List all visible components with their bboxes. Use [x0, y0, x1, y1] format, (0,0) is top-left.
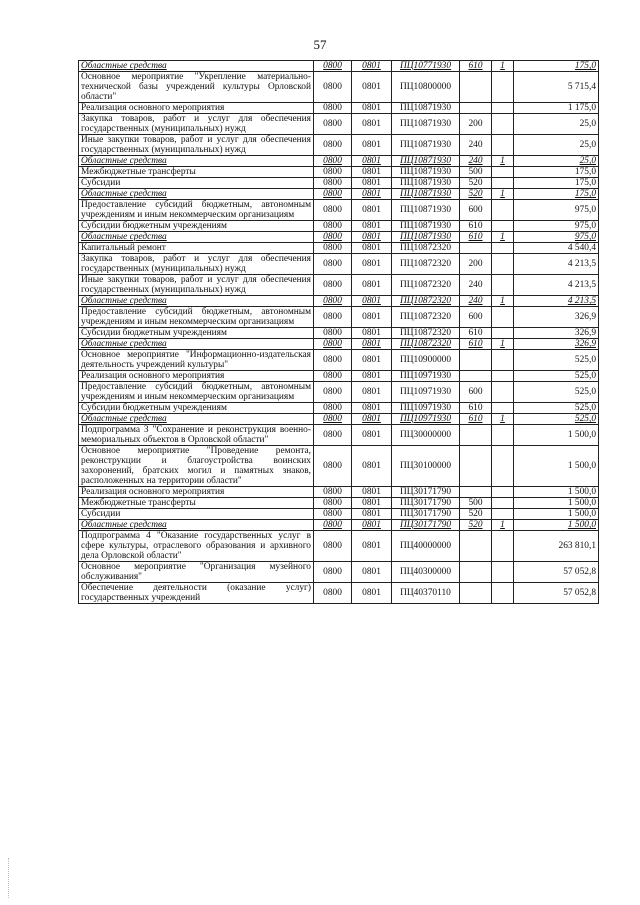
row-expense-type-cell: 610: [460, 339, 492, 350]
row-amount-cell: 525,0: [514, 414, 599, 425]
row-expense-type-cell: 500: [460, 498, 492, 509]
row-section-cell: 0800: [314, 509, 352, 520]
row-expense-type-cell: 610: [460, 403, 492, 414]
row-name-cell: Субсидии бюджетным учреждениям: [79, 328, 314, 339]
row-amount-cell: 175,0: [514, 61, 599, 72]
row-target-article-cell: ПЦ30000000: [392, 425, 460, 446]
row-subsection-cell: 0801: [352, 382, 392, 403]
row-section-cell: 0800: [314, 114, 352, 135]
row-expense-type-cell: 200: [460, 254, 492, 275]
row-subsection-cell: 0801: [352, 403, 392, 414]
row-target-article-cell: ПЦ10900000: [392, 350, 460, 371]
row-amount-cell: 1 500,0: [514, 509, 599, 520]
page-number: 57: [313, 37, 327, 52]
row-amount-cell: 1 500,0: [514, 520, 599, 531]
row-section-cell: 0800: [314, 254, 352, 275]
row-source-cell: [492, 167, 514, 178]
row-source-cell: [492, 350, 514, 371]
row-subsection-cell: 0801: [352, 114, 392, 135]
table-row: [79, 414, 599, 425]
row-section-cell: 0800: [314, 371, 352, 382]
row-source-cell: 1: [492, 414, 514, 425]
row-target-article-cell: ПЦ40370110: [392, 583, 460, 604]
row-name-cell: Субсидии: [79, 178, 314, 189]
row-source-cell: [492, 371, 514, 382]
table-row: [79, 156, 599, 167]
row-target-article-cell: ПЦ10971930: [392, 382, 460, 403]
row-amount-cell: 1 500,0: [514, 425, 599, 446]
row-amount-cell: 525,0: [514, 382, 599, 403]
table-row: [79, 178, 599, 189]
row-name-cell: Областные средства: [79, 414, 314, 425]
table-row: [79, 583, 599, 604]
row-section-cell: 0800: [314, 156, 352, 167]
row-target-article-cell: ПЦ10871930: [392, 103, 460, 114]
row-subsection-cell: 0801: [352, 135, 392, 156]
row-section-cell: 0800: [314, 135, 352, 156]
row-amount-cell: 975,0: [514, 221, 599, 232]
row-amount-cell: 525,0: [514, 371, 599, 382]
row-expense-type-cell: [460, 531, 492, 562]
row-expense-type-cell: [460, 371, 492, 382]
row-section-cell: 0800: [314, 221, 352, 232]
table-row: [79, 425, 599, 446]
row-expense-type-cell: 610: [460, 414, 492, 425]
row-source-cell: [492, 254, 514, 275]
row-source-cell: 1: [492, 156, 514, 167]
row-amount-cell: 25,0: [514, 156, 599, 167]
row-source-cell: [492, 446, 514, 487]
row-amount-cell: 525,0: [514, 403, 599, 414]
row-amount-cell: 175,0: [514, 189, 599, 200]
row-amount-cell: 1 500,0: [514, 446, 599, 487]
row-source-cell: [492, 403, 514, 414]
row-section-cell: 0800: [314, 446, 352, 487]
row-source-cell: [492, 275, 514, 296]
row-expense-type-cell: 600: [460, 382, 492, 403]
table-row: [79, 72, 599, 103]
row-expense-type-cell: 520: [460, 178, 492, 189]
row-expense-type-cell: 610: [460, 232, 492, 243]
row-target-article-cell: ПЦ10871930: [392, 156, 460, 167]
table-row: [79, 167, 599, 178]
row-name-cell: Обеспечение деятельности (оказание услуг) государственных учреждений: [79, 583, 314, 604]
row-subsection-cell: 0801: [352, 61, 392, 72]
row-name-cell: Областные средства: [79, 296, 314, 307]
table-row: [79, 446, 599, 487]
row-target-article-cell: ПЦ10871930: [392, 114, 460, 135]
row-subsection-cell: 0801: [352, 254, 392, 275]
row-subsection-cell: 0801: [352, 189, 392, 200]
table-row: [79, 61, 599, 72]
row-section-cell: 0800: [314, 243, 352, 254]
row-name-cell: Иные закупки товаров, работ и услуг для обеспечения государственных (муниципальных) нужд: [79, 135, 314, 156]
row-expense-type-cell: 240: [460, 135, 492, 156]
table-row: [79, 232, 599, 243]
row-target-article-cell: ПЦ10872320: [392, 307, 460, 328]
row-amount-cell: 975,0: [514, 232, 599, 243]
row-section-cell: 0800: [314, 61, 352, 72]
table-row: [79, 350, 599, 371]
row-expense-type-cell: [460, 446, 492, 487]
row-source-cell: [492, 487, 514, 498]
row-amount-cell: 25,0: [514, 114, 599, 135]
table-row: [79, 114, 599, 135]
row-section-cell: 0800: [314, 382, 352, 403]
row-source-cell: 1: [492, 232, 514, 243]
row-expense-type-cell: 500: [460, 167, 492, 178]
row-subsection-cell: 0801: [352, 221, 392, 232]
row-section-cell: 0800: [314, 275, 352, 296]
row-subsection-cell: 0801: [352, 425, 392, 446]
table-row: [79, 531, 599, 562]
table-row: [79, 103, 599, 114]
table-row: [79, 243, 599, 254]
row-target-article-cell: ПЦ10771930: [392, 61, 460, 72]
row-subsection-cell: 0801: [352, 498, 392, 509]
row-source-cell: 1: [492, 296, 514, 307]
row-source-cell: [492, 562, 514, 583]
row-source-cell: [492, 103, 514, 114]
row-amount-cell: 57 052,8: [514, 562, 599, 583]
row-subsection-cell: 0801: [352, 328, 392, 339]
row-expense-type-cell: 600: [460, 200, 492, 221]
row-name-cell: Областные средства: [79, 189, 314, 200]
row-target-article-cell: ПЦ30171790: [392, 509, 460, 520]
row-section-cell: 0800: [314, 425, 352, 446]
row-section-cell: 0800: [314, 520, 352, 531]
row-subsection-cell: 0801: [352, 446, 392, 487]
row-source-cell: [492, 221, 514, 232]
row-expense-type-cell: 520: [460, 509, 492, 520]
row-section-cell: 0800: [314, 414, 352, 425]
row-target-article-cell: ПЦ40300000: [392, 562, 460, 583]
row-name-cell: Реализация основного мероприятия: [79, 371, 314, 382]
row-subsection-cell: 0801: [352, 167, 392, 178]
row-subsection-cell: 0801: [352, 487, 392, 498]
row-target-article-cell: ПЦ10871930: [392, 232, 460, 243]
row-expense-type-cell: 610: [460, 61, 492, 72]
table-row: [79, 200, 599, 221]
row-subsection-cell: 0801: [352, 72, 392, 103]
row-subsection-cell: 0801: [352, 414, 392, 425]
row-name-cell: Основное мероприятие "Укрепление материально-технической базы учреждений культуры Орловской области": [79, 72, 314, 103]
table-row: [79, 487, 599, 498]
table-row: [79, 371, 599, 382]
row-amount-cell: 525,0: [514, 350, 599, 371]
row-target-article-cell: ПЦ10871930: [392, 167, 460, 178]
row-subsection-cell: 0801: [352, 583, 392, 604]
row-target-article-cell: ПЦ10872320: [392, 339, 460, 350]
row-source-cell: 1: [492, 61, 514, 72]
row-expense-type-cell: 240: [460, 275, 492, 296]
row-target-article-cell: ПЦ30171790: [392, 487, 460, 498]
row-target-article-cell: ПЦ10872320: [392, 275, 460, 296]
table-row: [79, 275, 599, 296]
row-subsection-cell: 0801: [352, 243, 392, 254]
row-target-article-cell: ПЦ30100000: [392, 446, 460, 487]
row-amount-cell: 4 213,5: [514, 275, 599, 296]
row-amount-cell: 975,0: [514, 200, 599, 221]
row-subsection-cell: 0801: [352, 296, 392, 307]
row-source-cell: 1: [492, 339, 514, 350]
table-row: [79, 296, 599, 307]
row-source-cell: [492, 498, 514, 509]
row-name-cell: Предоставление субсидий бюджетным, автономным учреждениям и иным некоммерческим организациям: [79, 200, 314, 221]
row-section-cell: 0800: [314, 531, 352, 562]
row-name-cell: Субсидии бюджетным учреждениям: [79, 403, 314, 414]
row-source-cell: [492, 382, 514, 403]
row-target-article-cell: ПЦ10872320: [392, 296, 460, 307]
row-expense-type-cell: [460, 583, 492, 604]
row-amount-cell: 175,0: [514, 178, 599, 189]
row-target-article-cell: ПЦ10871930: [392, 200, 460, 221]
table-row: [79, 403, 599, 414]
row-target-article-cell: ПЦ10800000: [392, 72, 460, 103]
row-expense-type-cell: [460, 562, 492, 583]
row-target-article-cell: ПЦ10971930: [392, 414, 460, 425]
row-amount-cell: 4 213,5: [514, 254, 599, 275]
row-expense-type-cell: 610: [460, 328, 492, 339]
row-source-cell: [492, 425, 514, 446]
table-row: [79, 328, 599, 339]
row-name-cell: Реализация основного мероприятия: [79, 103, 314, 114]
row-section-cell: 0800: [314, 583, 352, 604]
row-section-cell: 0800: [314, 487, 352, 498]
row-source-cell: [492, 307, 514, 328]
budget-table: [78, 60, 599, 604]
margin-mark: [8, 858, 11, 898]
row-section-cell: 0800: [314, 232, 352, 243]
row-amount-cell: 1 500,0: [514, 487, 599, 498]
row-name-cell: Основное мероприятие "Проведение ремонта, реконструкции и благоустройства воинских захоронений, братских могил и памятных знаков, расположенных на территории области": [79, 446, 314, 487]
row-name-cell: Закупка товаров, работ и услуг для обеспечения государственных (муниципальных) нужд: [79, 114, 314, 135]
row-subsection-cell: 0801: [352, 103, 392, 114]
row-source-cell: [492, 531, 514, 562]
row-source-cell: [492, 509, 514, 520]
row-subsection-cell: 0801: [352, 200, 392, 221]
row-name-cell: Межбюджетные трансферты: [79, 167, 314, 178]
row-target-article-cell: ПЦ30171790: [392, 520, 460, 531]
row-name-cell: Иные закупки товаров, работ и услуг для обеспечения государственных (муниципальных) нужд: [79, 275, 314, 296]
row-amount-cell: 57 052,8: [514, 583, 599, 604]
row-name-cell: Основное мероприятие "Информационно-издательская деятельность учреждений культуры": [79, 350, 314, 371]
row-amount-cell: 1 175,0: [514, 103, 599, 114]
row-section-cell: 0800: [314, 328, 352, 339]
row-target-article-cell: ПЦ10971930: [392, 371, 460, 382]
row-subsection-cell: 0801: [352, 339, 392, 350]
row-subsection-cell: 0801: [352, 307, 392, 328]
row-section-cell: 0800: [314, 178, 352, 189]
row-expense-type-cell: 240: [460, 296, 492, 307]
row-amount-cell: 1 500,0: [514, 498, 599, 509]
row-name-cell: Подпрограмма 3 "Сохранение и реконструкция военно-мемориальных объектов в Орловской области": [79, 425, 314, 446]
row-subsection-cell: 0801: [352, 531, 392, 562]
row-section-cell: 0800: [314, 167, 352, 178]
row-section-cell: 0800: [314, 403, 352, 414]
row-source-cell: [492, 72, 514, 103]
row-amount-cell: 326,9: [514, 339, 599, 350]
row-target-article-cell: ПЦ10871930: [392, 135, 460, 156]
table-row: [79, 189, 599, 200]
row-section-cell: 0800: [314, 103, 352, 114]
row-amount-cell: 326,9: [514, 307, 599, 328]
row-subsection-cell: 0801: [352, 520, 392, 531]
row-source-cell: [492, 178, 514, 189]
row-expense-type-cell: 520: [460, 520, 492, 531]
row-subsection-cell: 0801: [352, 509, 392, 520]
row-target-article-cell: ПЦ10871930: [392, 221, 460, 232]
row-source-cell: [492, 328, 514, 339]
row-amount-cell: 5 715,4: [514, 72, 599, 103]
row-name-cell: Капитальный ремонт: [79, 243, 314, 254]
row-name-cell: Предоставление субсидий бюджетным, автономным учреждениям и иным некоммерческим организациям: [79, 382, 314, 403]
row-subsection-cell: 0801: [352, 178, 392, 189]
table-row: [79, 135, 599, 156]
table-body: [79, 61, 599, 604]
row-expense-type-cell: [460, 350, 492, 371]
row-subsection-cell: 0801: [352, 562, 392, 583]
row-subsection-cell: 0801: [352, 275, 392, 296]
row-source-cell: [492, 200, 514, 221]
row-target-article-cell: ПЦ10971930: [392, 403, 460, 414]
row-name-cell: Субсидии: [79, 509, 314, 520]
table-row: [79, 254, 599, 275]
row-section-cell: 0800: [314, 296, 352, 307]
row-name-cell: Межбюджетные трансферты: [79, 498, 314, 509]
row-expense-type-cell: [460, 72, 492, 103]
row-amount-cell: 326,9: [514, 328, 599, 339]
row-target-article-cell: ПЦ10871930: [392, 189, 460, 200]
row-subsection-cell: 0801: [352, 232, 392, 243]
row-subsection-cell: 0801: [352, 371, 392, 382]
row-section-cell: 0800: [314, 200, 352, 221]
row-expense-type-cell: 600: [460, 307, 492, 328]
row-name-cell: Закупка товаров, работ и услуг для обеспечения государственных (муниципальных) нужд: [79, 254, 314, 275]
row-expense-type-cell: 520: [460, 189, 492, 200]
row-target-article-cell: ПЦ10872320: [392, 254, 460, 275]
row-name-cell: Предоставление субсидий бюджетным, автономным учреждениям и иным некоммерческим организациям: [79, 307, 314, 328]
row-expense-type-cell: [460, 487, 492, 498]
row-section-cell: 0800: [314, 498, 352, 509]
row-name-cell: Областные средства: [79, 232, 314, 243]
row-target-article-cell: ПЦ10872320: [392, 243, 460, 254]
row-source-cell: [492, 114, 514, 135]
row-expense-type-cell: [460, 103, 492, 114]
row-source-cell: [492, 583, 514, 604]
row-name-cell: Реализация основного мероприятия: [79, 487, 314, 498]
table-row: [79, 562, 599, 583]
row-name-cell: Подпрограмма 4 "Оказание государственных услуг в сфере культуры, отраслевого образования и архивного дела Орловской области": [79, 531, 314, 562]
row-name-cell: Субсидии бюджетным учреждениям: [79, 221, 314, 232]
row-section-cell: 0800: [314, 339, 352, 350]
table-row: [79, 498, 599, 509]
row-section-cell: 0800: [314, 189, 352, 200]
row-amount-cell: 175,0: [514, 167, 599, 178]
row-name-cell: Основное мероприятие "Организация музейного обслуживания": [79, 562, 314, 583]
row-name-cell: Областные средства: [79, 520, 314, 531]
row-amount-cell: 263 810,1: [514, 531, 599, 562]
row-target-article-cell: ПЦ10872320: [392, 328, 460, 339]
row-subsection-cell: 0801: [352, 156, 392, 167]
row-section-cell: 0800: [314, 562, 352, 583]
row-section-cell: 0800: [314, 72, 352, 103]
row-amount-cell: 25,0: [514, 135, 599, 156]
row-expense-type-cell: [460, 425, 492, 446]
row-expense-type-cell: 240: [460, 156, 492, 167]
table-row: [79, 520, 599, 531]
row-name-cell: Областные средства: [79, 339, 314, 350]
row-expense-type-cell: 610: [460, 221, 492, 232]
row-name-cell: Областные средства: [79, 61, 314, 72]
row-source-cell: [492, 135, 514, 156]
row-target-article-cell: ПЦ30171790: [392, 498, 460, 509]
table-row: [79, 307, 599, 328]
row-subsection-cell: 0801: [352, 350, 392, 371]
row-expense-type-cell: [460, 243, 492, 254]
row-section-cell: 0800: [314, 307, 352, 328]
table-row: [79, 221, 599, 232]
row-source-cell: 1: [492, 520, 514, 531]
row-section-cell: 0800: [314, 350, 352, 371]
row-expense-type-cell: 200: [460, 114, 492, 135]
row-name-cell: Областные средства: [79, 156, 314, 167]
row-target-article-cell: ПЦ10871930: [392, 178, 460, 189]
row-amount-cell: 4 213,5: [514, 296, 599, 307]
table-row: [79, 339, 599, 350]
table-row: [79, 509, 599, 520]
row-source-cell: 1: [492, 189, 514, 200]
row-target-article-cell: ПЦ40000000: [392, 531, 460, 562]
row-source-cell: [492, 243, 514, 254]
row-amount-cell: 4 540,4: [514, 243, 599, 254]
table-row: [79, 382, 599, 403]
